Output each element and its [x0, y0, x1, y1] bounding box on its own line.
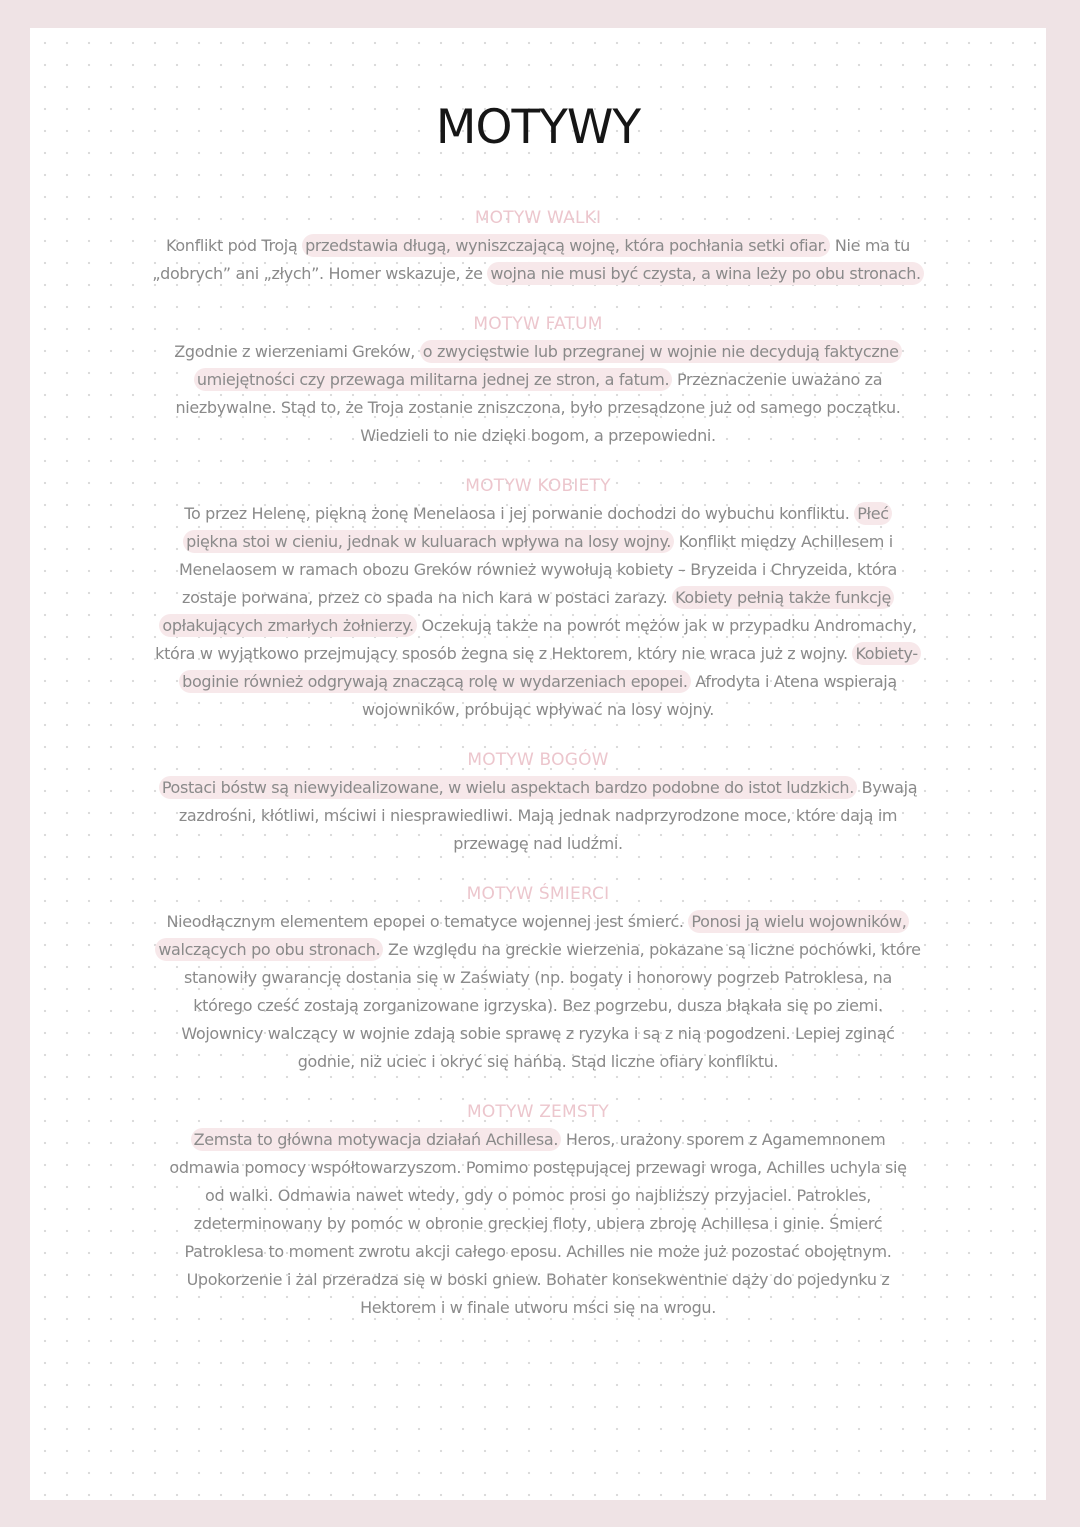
- highlighted-text: piękna stoi w cieniu, jednak w kuluarach wpływa na losy wojny.: [183, 530, 674, 553]
- motifs-content: [126, 204, 950, 1344]
- text-segment: odmawia pomocy współtowarzyszom. Pomimo postępującej przewagi wroga, Achilles uchyla się: [169, 1158, 907, 1177]
- text-line: [126, 556, 950, 584]
- text-segment: stanowiły gwarancję dostania się w Zaświaty (np. bogaty i honorowy pogrzeb Patroklesa, na: [183, 968, 893, 987]
- text-line: [126, 774, 950, 802]
- highlighted-text: o zwycięstwie lub przegranej w wojnie nie decydują faktyczne: [420, 340, 902, 363]
- text-segment: zazdrośni, kłótliwi, mściwi i niesprawiedliwi. Mają jednak nadprzyrodzone moce, które dają im: [178, 806, 898, 825]
- text-segment: Patroklesa to moment zwrotu akcji całego eposu. Achilles nie może już pozostać obojętnym.: [184, 1242, 892, 1261]
- text-line: [126, 964, 950, 992]
- text-segment: przewagę nad ludźmi.: [453, 834, 623, 853]
- text-segment: zostaje porwana, przez co spada na nich kara w postaci zarazy.: [182, 588, 673, 607]
- text-segment: Upokorzenie i żal przeradza się w boski gniew. Bohater konsekwentnie dąży do pojedynku z: [186, 1270, 890, 1289]
- highlighted-text: Postaci bóstw są niewyidealizowane, w wielu aspektach bardzo podobne do istot ludzkich.: [159, 776, 857, 799]
- text-segment: Wojownicy walczący w wojnie zdają sobie sprawę z ryzyka i są z nią pogodzeni. Lepiej zginąć: [181, 1024, 895, 1043]
- section-heading: MOTYW FATUM: [473, 314, 603, 334]
- highlighted-text: umiejętności czy przewaga militarna jednej ze stron, a fatum.: [194, 368, 672, 391]
- text-segment: Nieodłącznym elementem epopei o tematyce wojennej jest śmierć.: [166, 912, 689, 931]
- motif-section: [126, 310, 950, 450]
- text-line: [126, 338, 950, 366]
- text-line: [126, 260, 950, 288]
- text-line: [126, 422, 950, 450]
- text-segment: zdeterminowany by pomóc w obronie greckiej floty, ubiera zbroję Achillesa i ginie. Śmierć: [193, 1214, 883, 1233]
- notebook-page: [30, 28, 1046, 1500]
- text-line: [126, 394, 950, 422]
- text-segment: Ze względu na greckie wierzenia, pokazane są liczne pochówki, które: [383, 940, 921, 959]
- page-title: MOTYWY: [435, 100, 641, 155]
- text-segment: Menelaosem w ramach obozu Greków również wywołują kobiety – Bryzeida i Chryzeida, która: [178, 560, 898, 579]
- section-heading: MOTYW WALKI: [474, 208, 602, 228]
- text-segment: Konflikt między Achillesem i: [674, 532, 893, 551]
- text-segment: wojowników, próbując wpływać na losy wojny.: [362, 700, 714, 719]
- text-segment: Przeznaczenie uważano za: [672, 370, 883, 389]
- text-segment: Wiedzieli to nie dzięki bogom, a przepowiedni.: [360, 426, 716, 445]
- section-heading: MOTYW ZEMSTY: [466, 1102, 610, 1122]
- text-segment: od walki. Odmawia nawet wtedy, gdy o pomoc prosi go najbliższy przyjaciel. Patrokles,: [205, 1186, 871, 1205]
- highlighted-text: walczących po obu stronach.: [155, 938, 383, 961]
- text-segment: „dobrych” ani „złych”. Homer wskazuje, że: [152, 264, 488, 283]
- text-line: [126, 584, 950, 612]
- section-heading: MOTYW ŚMIERCI: [466, 884, 610, 904]
- motif-section: [126, 880, 950, 1076]
- text-line: [126, 1266, 950, 1294]
- text-line: [126, 528, 950, 556]
- text-line: [126, 1294, 950, 1322]
- highlighted-text: opłakujących zmarłych żołnierzy.: [159, 614, 416, 637]
- motif-section: [126, 1098, 950, 1322]
- text-line: [126, 640, 950, 668]
- text-line: [126, 1210, 950, 1238]
- text-segment: Bywają: [856, 778, 918, 797]
- text-line: [126, 936, 950, 964]
- text-line: [126, 668, 950, 696]
- highlighted-text: Ponosi ją wielu wojowników,: [688, 910, 909, 933]
- text-line: [126, 992, 950, 1020]
- section-heading: MOTYW BOGÓW: [467, 750, 609, 770]
- text-line: [126, 1020, 950, 1048]
- text-line: [126, 232, 950, 260]
- text-line: [126, 908, 950, 936]
- motif-section: [126, 746, 950, 858]
- text-line: [126, 1154, 950, 1182]
- highlighted-text: przedstawia długą, wyniszczającą wojnę, która pochłania setki ofiar.: [302, 234, 830, 257]
- highlighted-text: Kobiety pełnią także funkcję: [672, 586, 894, 609]
- text-segment: Afrodyta i Atena wspierają: [690, 672, 897, 691]
- text-line: [126, 1182, 950, 1210]
- text-segment: niezbywalne. Stąd to, że Troja zostanie zniszczona, było przesądzone już od samego początku.: [175, 398, 901, 417]
- highlighted-text: Zemsta to główna motywacja działań Achillesa.: [191, 1128, 561, 1151]
- text-line: [126, 802, 950, 830]
- text-line: [126, 696, 950, 724]
- text-segment: Heros, urażony sporem z Agamemnonem: [561, 1130, 886, 1149]
- text-segment: Konflikt pod Troją: [166, 236, 303, 255]
- text-segment: którego cześć zostają zorganizowane igrzyska). Bez pogrzebu, dusza błąkała się po ziemi.: [193, 996, 883, 1015]
- text-segment: Nie ma tu: [830, 236, 910, 255]
- text-line: [126, 1048, 950, 1076]
- highlighted-text: Kobiety-: [852, 642, 920, 665]
- text-segment: To przez Helenę, piękną żonę Menelaosa i jej porwanie dochodzi do wybuchu konfliktu.: [184, 504, 855, 523]
- text-line: [126, 612, 950, 640]
- text-line: [126, 1126, 950, 1154]
- motif-section: [126, 472, 950, 724]
- text-line: [126, 830, 950, 858]
- highlighted-text: Płeć: [854, 502, 891, 525]
- text-segment: Zgodnie z wierzeniami Greków,: [174, 342, 420, 361]
- text-segment: Oczekują także na powrót mężów jak w przypadku Andromachy,: [416, 616, 917, 635]
- section-heading: MOTYW KOBIETY: [465, 476, 611, 496]
- text-segment: Hektorem i w finale utworu mści się na wrogu.: [360, 1298, 716, 1317]
- text-segment: która w wyjątkowo przejmujący sposób żegna się z Hektorem, który nie wraca już z wojny.: [155, 644, 853, 663]
- highlighted-text: boginie również odgrywają znaczącą rolę w wydarzeniach epopei.: [179, 670, 690, 693]
- text-line: [126, 500, 950, 528]
- motif-section: [126, 204, 950, 288]
- text-segment: godnie, niż uciec i okryć się hańbą. Stąd liczne ofiary konfliktu.: [297, 1052, 779, 1071]
- text-line: [126, 1238, 950, 1266]
- highlighted-text: wojna nie musi być czysta, a wina leży po obu stronach.: [487, 262, 923, 285]
- text-line: [126, 366, 950, 394]
